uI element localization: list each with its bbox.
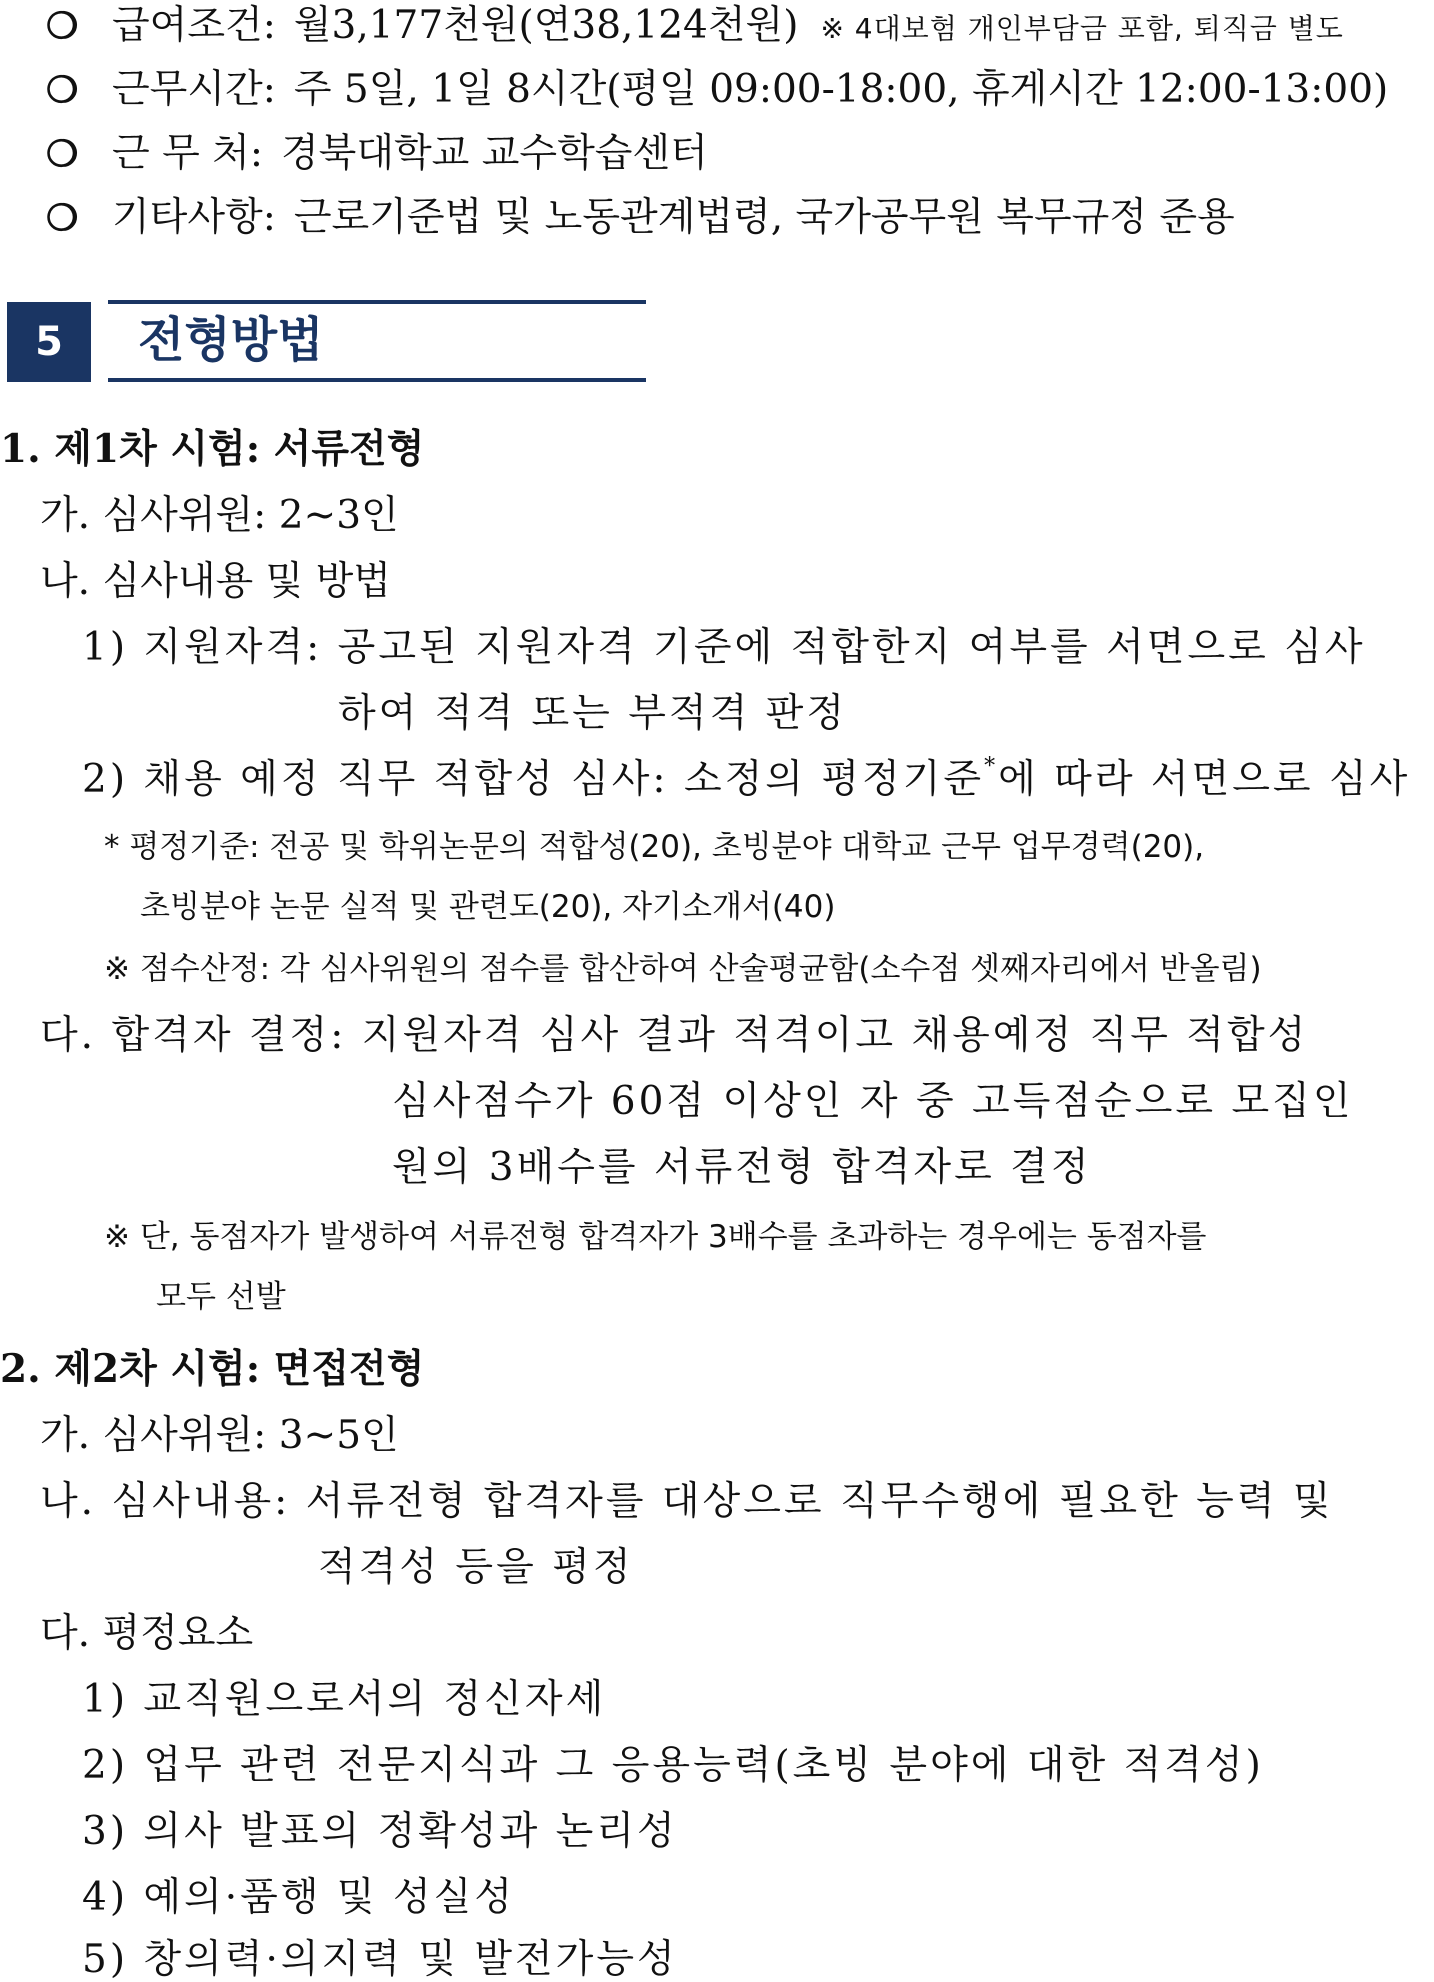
stage1-committee: 가. 심사위원: 2~3인 — [40, 493, 399, 538]
footnote-mark: * — [984, 754, 999, 779]
condition-label: 기타사항: — [112, 195, 276, 240]
tie-note-line1: ※ 단, 동점자가 발생하여 서류전형 합격자가 3배수를 초과하는 경우에는 동점자를 — [104, 1219, 1207, 1255]
fitness-review-text: 2) 채용 예정 직무 적합성 심사: 소정의 평정기준 — [82, 757, 985, 802]
stage1-pass-decision-line1: 다. 합격자 결정: 지원자격 심사 결과 적격이고 채용예정 직무 적합성 — [40, 1013, 1309, 1058]
stage1-fitness-review — [82, 754, 1411, 802]
section-rule-bottom — [108, 378, 646, 382]
stage2-committee: 가. 심사위원: 3~5인 — [40, 1413, 399, 1458]
condition-label: 근 무 처: — [112, 131, 263, 176]
scoring-criteria-line2: 초빙분야 논문 실적 및 관련도(20), 자기소개서(40) — [140, 889, 836, 925]
fitness-review-text-end: 에 따라 서면으로 심사 — [998, 757, 1411, 802]
stage1-pass-decision-line3: 원의 3배수를 서류전형 합격자로 결정 — [392, 1145, 1092, 1190]
bullet-icon: ❍ — [46, 5, 79, 47]
condition-pay — [46, 3, 1344, 48]
stage1-pass-decision-line2: 심사점수가 60점 이상인 자 중 고득점순으로 모집인 — [392, 1079, 1354, 1124]
criteria-item: 4) 예의·품행 및 성실성 — [82, 1875, 516, 1920]
stage1-qualification-line2: 하여 적격 또는 부적격 판정 — [338, 691, 848, 736]
criteria-item: 3) 의사 발표의 정확성과 논리성 — [82, 1809, 678, 1854]
score-calculation-note: ※ 점수산정: 각 심사위원의 점수를 합산하여 산술평균함(소수점 셋째자리에서 반올림) — [104, 951, 1262, 987]
condition-workplace — [46, 131, 708, 176]
stage2-heading: 2. 제2차 시험: 면접전형 — [0, 1346, 425, 1392]
condition-etc — [46, 195, 1235, 240]
stage1-heading: 1. 제1차 시험: 서류전형 — [0, 426, 425, 472]
condition-hours — [46, 67, 1389, 112]
scoring-criteria-line1: * 평정기준: 전공 및 학위논문의 적합성(20), 초빙분야 대학교 근무 업무경력(20), — [104, 829, 1205, 865]
bullet-icon: ❍ — [46, 197, 79, 239]
condition-value: 주 5일, 1일 8시간(평일 09:00-18:00, 휴게시간 12:00-13:00) — [293, 67, 1389, 112]
stage1-qualification-line1: 1) 지원자격: 공고된 지원자격 기준에 적합한지 여부를 서면으로 심사 — [82, 625, 1366, 670]
condition-value: 근로기준법 및 노동관계법령, 국가공무원 복무규정 준용 — [293, 195, 1235, 240]
stage2-criteria-heading: 다. 평정요소 — [40, 1611, 254, 1656]
condition-label: 근무시간: — [112, 67, 276, 112]
criteria-item: 2) 업무 관련 전문지식과 그 응용능력(초빙 분야에 대한 적격성) — [82, 1743, 1264, 1788]
section-number-badge: 5 — [7, 302, 91, 382]
criteria-item: 5) 창의력·의지력 및 발전가능성 — [82, 1937, 678, 1982]
tie-note-line2: 모두 선발 — [156, 1279, 286, 1315]
condition-value: 월3,177천원(연38,124천원) — [293, 3, 799, 48]
stage1-method-heading: 나. 심사내용 및 방법 — [40, 559, 391, 604]
bullet-icon: ❍ — [46, 69, 79, 111]
stage2-content-line2: 적격성 등을 평정 — [318, 1545, 634, 1590]
condition-label: 급여조건: — [112, 3, 276, 48]
condition-note: ※ 4대보험 개인부담금 포함, 퇴직금 별도 — [820, 12, 1344, 45]
condition-value: 경북대학교 교수학습센터 — [280, 131, 708, 176]
bullet-icon: ❍ — [46, 133, 79, 175]
section-rule-top — [108, 300, 646, 304]
section-title: 전형방법 — [138, 312, 324, 368]
stage2-content-line1: 나. 심사내용: 서류전형 합격자를 대상으로 직무수행에 필요한 능력 및 — [40, 1479, 1334, 1524]
criteria-item: 1) 교직원으로서의 정신자세 — [82, 1677, 607, 1722]
